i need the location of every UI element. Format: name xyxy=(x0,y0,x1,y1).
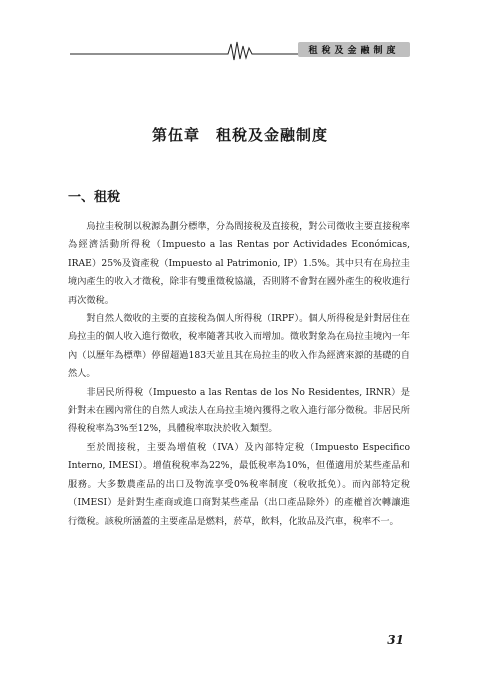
body-text xyxy=(68,218,410,531)
paragraph: 烏拉圭稅制以稅源為劃分標準，分為間接稅及直接稅，對公司徵收主要直接稅率為經濟活動所得稅（Impuesto a las Rentas por Actividades Económicas, IRAE）25%及資產稅（Impuesto al Patrimonio, IP）1.5%。其中只有在烏拉圭境內產生的收入才徵稅，除非有雙重徵稅協議，否則將不會對在國外產生的稅收進行再次徵稅。 xyxy=(68,221,410,306)
running-title: 租稅及金融制度 xyxy=(298,42,410,57)
page-number: 31 xyxy=(387,633,404,647)
chapter-title: 第伍章 租稅及金融制度 xyxy=(151,126,328,144)
paragraph: 非居民所得稅（Impuesto a las Rentas de los No Residentes, IRNR）是針對未在國內常住的自然人或法人在烏拉圭境內獲得之收入進行部分徵稅。非居民所得稅稅率為3%至12%，具體稅率取決於收入類型。 xyxy=(68,386,410,435)
section-heading: 一、租稅 xyxy=(68,190,121,205)
paragraph: 對自然人徵收的主要的直接稅為個人所得稅（IRPF）。個人所得稅是針對居住在烏拉圭的個人收入進行徵收，稅率隨著其收入而增加。徵收對象為在烏拉圭境內一年內（以歷年為標準）停留超過183天並且其在烏拉圭的收入作為經濟來源的基礎的自然人。 xyxy=(68,313,410,380)
running-header xyxy=(70,38,410,62)
paragraph: 至於間接稅，主要為增值稅（IVA）及內部特定稅（Impuesto Especifico Interno, IMESI）。增值稅稅率為22%，最低稅率為10%，但僅適用於某些產品和服務。大多數農產品的出口及物流享受0%稅率制度（稅收抵免）。而內部特定稅（IMESI）是針對生產商或進口商對某些產品（出口產品除外）的產權首次轉讓進行徵稅。該稅所涵蓋的主要產品是燃料，菸草，飲料，化妝品及汽車，稅率不一。 xyxy=(68,441,410,527)
